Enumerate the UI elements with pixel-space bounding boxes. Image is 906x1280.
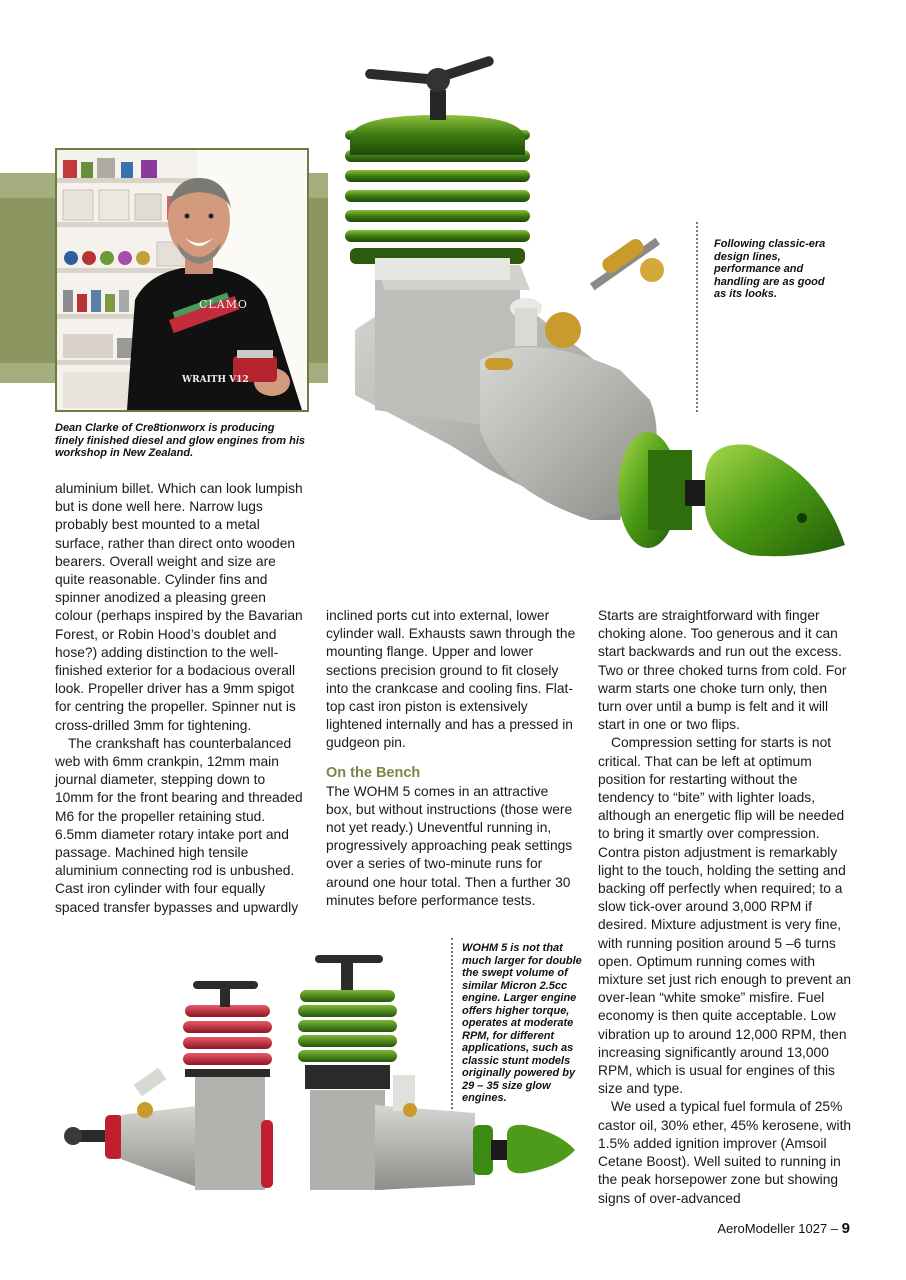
col3-paragraph-1: Starts are straightforward with finger choking alone. Too generous and it can start backwards and run out the excess. Two or three choked turns from cold. For warm starts one choke turn only, then turn over until a bump is felt and it will start in one or two flips. [598,608,847,733]
col3-paragraph-3: We used a typical fuel formula of 25% castor oil, 30% ether, 45% kerosene, with 1.5% added ignition improver (Amsoil Cetane Boost). Well suited to running in the peak horsepower zone but showing signs of over-advanced [598,1099,852,1206]
page-footer [717,1220,850,1237]
caption-leader-line [696,222,698,412]
section-heading-on-the-bench: On the Bench [326,764,421,781]
engine-comparison-photo [55,945,585,1195]
decorative-band-left [0,173,56,383]
col1-paragraph-2: The crankshaft has counterbalanced web with 6mm crankpin, 12mm main journal diameter, stepping down to 10mm for the front bearing and threaded M6 for the propeller retaining stud. 6.5mm diameter rotary intake port and passage. Machined high tensile aluminium connecting rod is unbushed. Cast iron cylinder with four equally spaced transfer bypasses and upwardly [55,735,303,915]
page-number: 9 [841,1220,850,1237]
text-column-2 [326,607,578,910]
col1-paragraph-1: aluminium billet. Which can look lumpish but is done well here. Narrow lugs probably best mounted to a metal surface, rather than direct onto wooden bearers. Overall weight and size are quite reasonable. Cylinder fins and spinner anodized a pleasing green colour (perhaps inspired by the Bavarian Forest, or Robin Hood’s doublet and hose?) adding distinction to the well-finished exterior for a bodacious overall look. Propeller driver has a 9mm spigot for centring the propeller. Spinner nut is cross-drilled 3mm for tightening. [55,481,303,733]
engine-photo-main [330,50,850,580]
col3-paragraph-2: Compression setting for starts is not critical. That can be left at optimum position for restarting without the tendency to “bite” with lighter loads, although an energetic flip will be needed to bring it smartly over compression. Contra piston adjustment is remarkably light to the touch, holding the setting and backing off perfectly when required; to a slow tick-over around 3,000 RPM if desired. Mixture adjustment is very fine, with running position around 5 –6 turns open. Optimum running comes with mixture set just rich enough to prevent an over-lean “white smoke” misfire. Fuel economy is then quite acceptable. Low vibration up to around 12,000 RPM, then increasing significantly around 13,000 RPM, which is usual for engines of this size and type. [598,735,852,1097]
shirt-logo: CLAMO [199,298,248,311]
text-column-3 [598,607,853,1208]
col2-paragraph-1: inclined ports cut into external, lower cylinder wall. Exhausts sawn through the mounting flange. Upper and lower sections precision ground to fit closely into the crankcase and cooling fins. Flat-top cast iron piston is extensively lightened internally and has a pressed in gudgeon pin. [326,608,576,751]
engine-caption-top: Following classic-era design lines, performance and handling are as good as its looks. [714,238,826,300]
magazine-issue: AeroModeller 1027 – [717,1221,839,1236]
shirt-text: WRAITH V12 [182,375,249,385]
col2-paragraph-2: The WOHM 5 comes in an attractive box, but without instructions (those were not yet ready.) Uneventful running in, progressively approaching peak settings over a series of two-minute runs for around one hour total. Then a further 30 minutes before performance tests. [326,783,573,908]
text-column-1 [55,480,307,917]
portrait-caption: Dean Clarke of Cre8tionworx is producing finely finished diesel and glow engines from his workshop in New Zealand. [55,422,305,459]
decorative-band-right [306,173,328,383]
portrait-photo [55,148,309,412]
engine-caption-bottom: WOHM 5 is not that much larger for double the swept volume of similar Micron 2.5cc engine. Larger engine offers higher torque, operates at moderate RPM, for different applications, such as classic stunt models originally powered by 29 – 35 size glow engines. [462,942,582,1104]
